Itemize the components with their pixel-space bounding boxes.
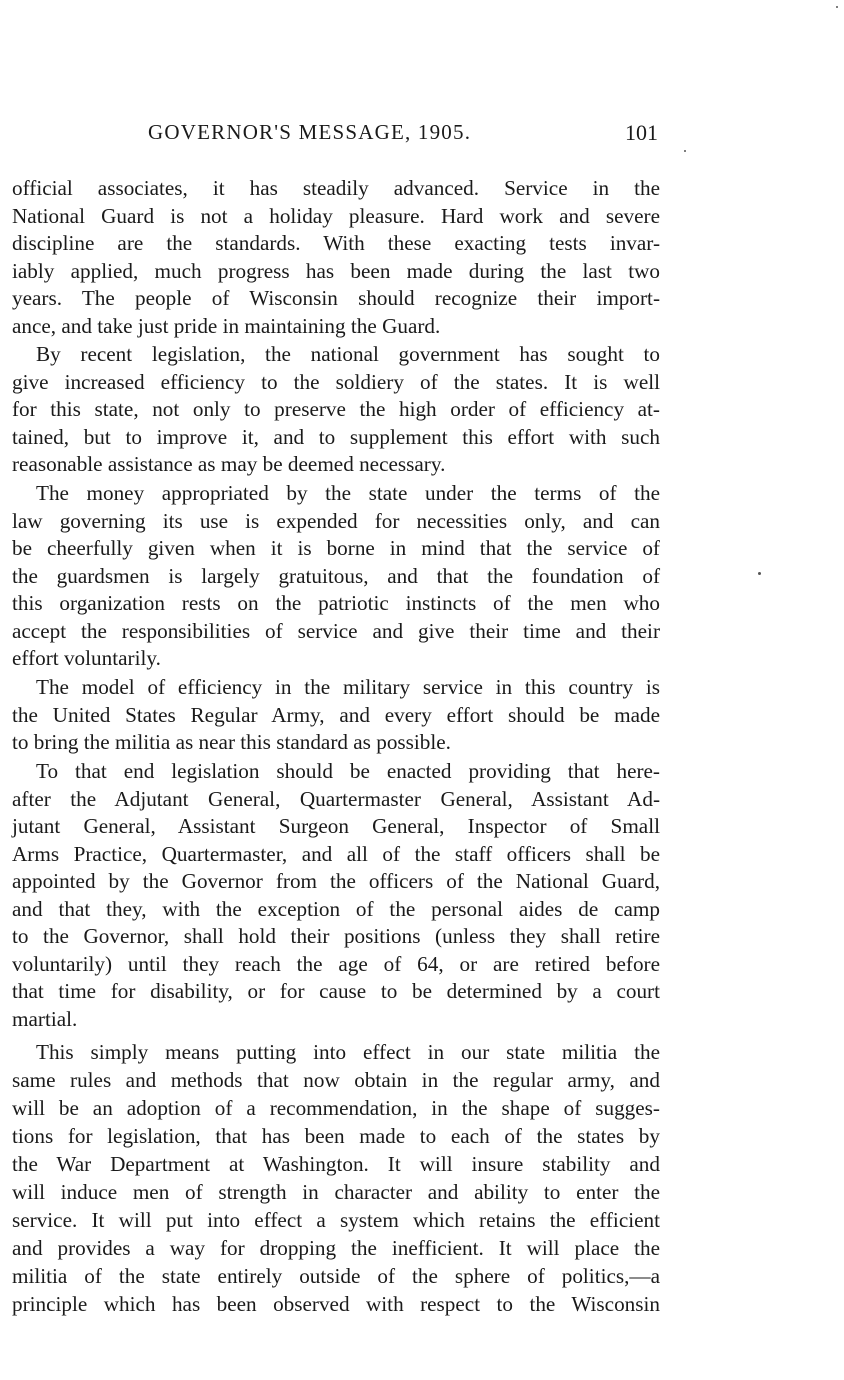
text-line: To that end legislation should be enacted providing that here- [36,759,660,783]
running-title: GOVERNOR'S MESSAGE, 1905. [148,120,472,144]
text-line: will be an adoption of a recommendation, in the shape of sugges- [12,1096,660,1120]
text-line: Arms Practice, Quartermaster, and all of the staff officers shall be [12,841,660,866]
text-line: tained, but to improve it, and to supplement this effort with such [12,424,660,449]
text-line: give increased efficiency to the soldiery of the states. It is well [12,369,660,394]
text-line: same rules and methods that now obtain in the regular army, and [12,1068,660,1092]
text-line: voluntarily) until they reach the age of 64, or are retired before [12,951,660,976]
text-line: and provides a way for dropping the inefficient. It will place the [12,1236,660,1260]
text-line: tions for legislation, that has been made to each of the states by [12,1124,660,1148]
text-line: effort voluntarily. [12,646,161,670]
text-line: The model of efficiency in the military service in this country is [36,675,660,699]
text-line: reasonable assistance as may be deemed necessary. [12,452,446,476]
text-line: martial. [12,1006,78,1031]
text-line: that time for disability, or for cause to be determined by a court [12,979,660,1003]
scan-speck [836,6,838,8]
text-line: and that they, with the exception of the personal aides de camp [12,896,660,921]
text-line: for this state, not only to preserve the high order of efficiency at- [12,397,660,421]
text-line: be cheerfully given when it is borne in mind that the service of [12,536,660,560]
text-line: discipline are the standards. With these exacting tests invar- [12,231,660,255]
text-line: service. It will put into effect a system which retains the efficient [12,1208,660,1232]
text-line: after the Adjutant General, Quartermaster General, Assistant Ad- [12,786,660,811]
text-line: this organization rests on the patriotic instincts of the men who [12,591,660,615]
text-line: jutant General, Assistant Surgeon General, Inspector of Small [12,814,660,838]
text-line: accept the responsibilities of service and give their time and their [12,618,660,643]
text-line: will induce men of strength in character and ability to enter the [12,1180,660,1204]
text-line: The money appropriated by the state under the terms of the [36,481,660,505]
text-line: to bring the militia as near this standard as possible. [12,730,451,754]
scan-speck [684,150,686,152]
running-head [148,120,658,152]
text-line: law governing its use is expended for necessities only, and can [12,508,660,533]
text-line: the War Department at Washington. It will insure stability and [12,1152,660,1176]
text-line: This simply means putting into effect in our state militia the [36,1040,660,1064]
text-line: National Guard is not a holiday pleasure. Hard work and severe [12,203,660,228]
text-line: the guardsmen is largely gratuitous, and that the foundation of [12,563,660,588]
text-line: official associates, it has steadily advanced. Service in the [12,176,660,200]
text-line: years. The people of Wisconsin should recognize their import- [12,286,660,310]
text-line: ance, and take just pride in maintaining the Guard. [12,313,441,338]
text-line: appointed by the Governor from the officers of the National Guard, [12,869,660,893]
text-line: to the Governor, shall hold their positions (unless they shall retire [12,924,660,948]
scan-speck [758,572,761,575]
text-line: militia of the state entirely outside of the sphere of politics,—a [12,1264,660,1288]
text-line: the United States Regular Army, and every effort should be made [12,702,660,727]
text-line: iably applied, much progress has been made during the last two [12,258,660,283]
text-line: By recent legislation, the national government has sought to [36,342,660,366]
text-line: principle which has been observed with respect to the Wisconsin [12,1292,660,1316]
page-number: 101 [625,120,658,145]
